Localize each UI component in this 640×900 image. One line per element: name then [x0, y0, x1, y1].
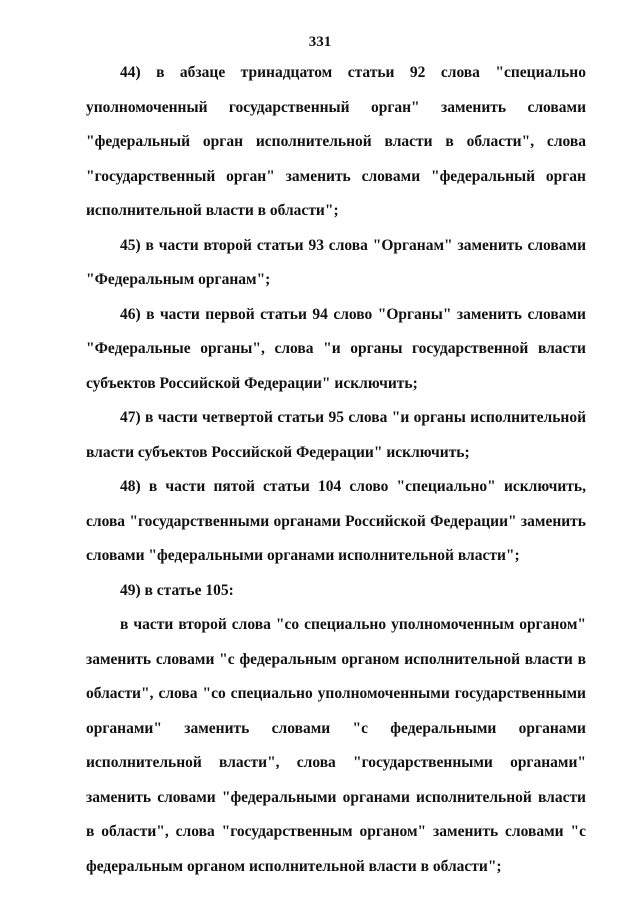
document-body: [86, 56, 586, 884]
paragraph-44: 44) в абзаце тринадцатом статьи 92 слова "специально уполномоченный государственный орган" заменить словами "федеральный орган исполнительной власти в области", слова "государственный орган" заменить словами "федеральный орган исполнительной власти в области";: [86, 64, 586, 219]
paragraph-49-part-2: в части второй слова "со специально уполномоченным органом" заменить словами "с федеральным органом исполнительной власти в области", слова "со специально уполномоченными государственными органами" заменить словами "с федеральными органами исполнительной власти", слова "государственными органами" заменить словами "федеральными органами исполнительной власти в области", слова "государственным органом" заменить словами "с федеральным органом исполнительной власти в области";: [86, 616, 586, 875]
paragraph-45: 45) в части второй статьи 93 слова "Органам" заменить словами "Федеральным органам";: [86, 236, 586, 288]
paragraph-48: 48) в части пятой статьи 104 слово "специально" исключить, слова "государственными органами Российской Федерации" заменить словами "федеральными органами исполнительной власти";: [86, 478, 586, 564]
page-number: 331: [308, 34, 332, 50]
paragraph-47: 47) в части четвертой статьи 95 слова "и органы исполнительной власти субъектов Российской Федерации" исключить;: [86, 409, 586, 461]
paragraph-46: 46) в части первой статьи 94 слово "Органы" заменить словами "Федеральные органы", слова "и органы государственной власти субъектов Российской Федерации" исключить;: [86, 305, 586, 392]
paragraph-49: 49) в статье 105:: [120, 581, 234, 599]
